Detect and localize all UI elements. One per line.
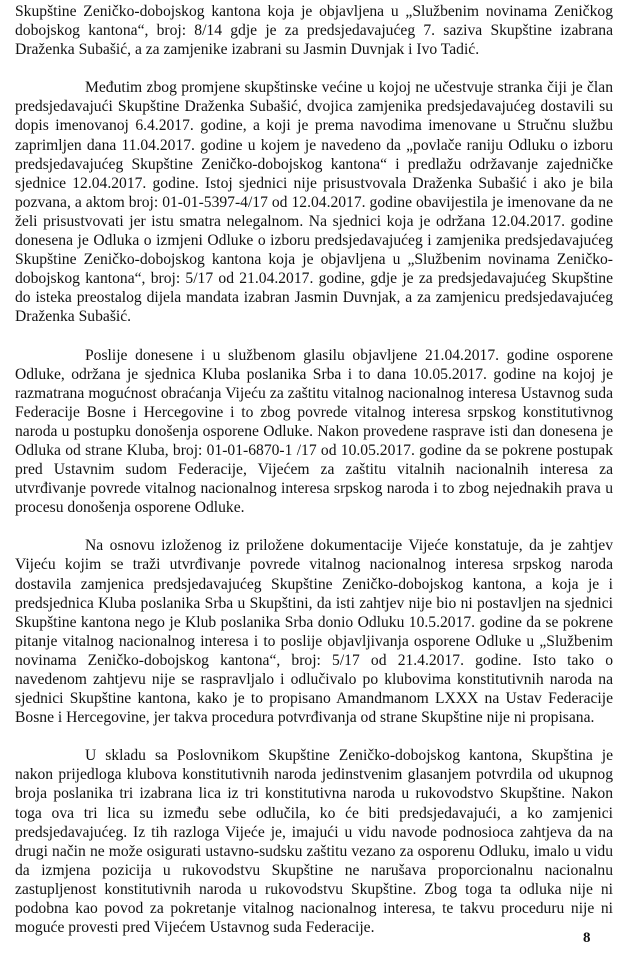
- paragraph: U skladu sa Poslovnikom Skupštine Zeničko-dobojskog kantona, Skupština je nakon prijedloga klubova konstitutivnih naroda jedinstvenim glasanjem potvrdila od ukupnog broja poslanika tri izabrana lica iz tri konstitutivna naroda u rukovodstvo Skupštine. Nakon toga ova tri lica su između sebe odlučila, ko će biti predsjedavajući, a ko zamjenici predsjedavajućeg. Iz tih razloga Vijeće je, imajući u vidu navode podnosioca zahtjeva da na drugi način ne može osigurati ustavno-sudsku zaštitu vezano za osporenu Odluku, imalo u vidu da izmjena pozicija u rukovodstvu Skupštine ne narušava proporcionalnu nacionalnu zastupljenost konstitutivnih naroda u rukovodstvu Skupštine. Zbog toga ta odluka nije ni podobna kao povod za pokretanje vitalnog nacionalnog interesa, te takvu proceduru nije ni moguće provesti pred Vijećem Ustavnog suda Federacije.: [15, 747, 613, 937]
- paragraph-gap: [15, 727, 613, 746]
- document-body: [15, 2, 613, 937]
- paragraph: Međutim zbog promjene skupštinske većine u kojoj ne učestvuje stranka čiji je član predsjedavajući Skupštine Draženka Subašić, dvojica zamjenika predsjedavajućeg dostavili su dopis imenovanoj 6.4.2017. godine, a koji je prema navodima imenovane u Stručnu službu zaprimljen dana 11.04.2017. godine u kojem je navedeno da „povlače raniju Odluku o izboru predsjedavajućeg Skupštine Zeničko-dobojskog kantona“ i predlažu održavanje zajedničke sjednice 12.04.2017. godine. Istoj sjednici nije prisustvovala Draženka Subašić i ako je bila pozvana, a aktom broj: 01-01-5397-4/17 od 12.04.2017. godine obavijestila je imenovane da ne želi prisustvovati jer istu smatra nelegalnom. Na sjednici koja je održana 12.04.2017. godine donesena je Odluka o izmjeni Odluke o izboru predsjedavajućeg i zamjenika predsjedavajućeg Skupštine Zeničko-dobojskog kantona koja je objavljena u „Službenim novinama Zeničko-dobojskog kantona“, broj: 5/17 od 21.04.2017. godine, gdje je za predsjedavajućeg Skupštine do isteka preostalog dijela mandata izabran Jasmin Duvnjak, a za zamjenicu predsjedavajućeg Draženka Subašić.: [15, 79, 613, 326]
- paragraph: Poslije donesene i u službenom glasilu objavljene 21.04.2017. godine osporene Odluke, održana je sjednica Kluba poslanika Srba i to dana 10.05.2017. godine na kojoj je razmatrana mogućnost obraćanja Vijeću za zaštitu vitalnog nacionalnog interesa Ustavnog suda Federacije Bosne i Hercegovine i to zbog povrede vitalnog interesa srpskog konstitutivnog naroda u postupku donošenja osporene Odluke. Nakon provedene rasprave isti dan donesena je Odluka od strane Kluba, broj: 01-01-6870-1 /17 od 10.05.2017. godine da se pokrene postupak pred Ustavnim sudom Federacije, Vijećem za zaštitu vitalnih nacionalnih interesa za utvrđivanje povrede vitalnog nacionalnog interesa srpskog naroda i to zbog nejednakih prava u procesu donošenja osporene Odluke.: [15, 346, 613, 517]
- paragraph-gap: [15, 327, 613, 346]
- page-number: 8: [583, 930, 591, 946]
- paragraph-gap: [15, 59, 613, 78]
- paragraph-continued: Skupštine Zeničko-dobojskog kantona koja je objavljena u „Službenim novinama Zeničkog dobojskog kantona“, broj: 8/14 gdje je za predsjedavajućeg 7. saziva Skupštine izabrana Draženka Subašić, a za zamjenike izabrani su Jasmin Duvnjak i Ivo Tadić.: [15, 3, 613, 59]
- paragraph: Na osnovu izloženog iz priložene dokumentacije Vijeće konstatuje, da je zahtjev Vijeću kojim se traži utvrđivanje povrede vitalnog nacionalnog interesa srpskog naroda dostavila zamjenica predsjedavajućeg Skupštine Zeničko-dobojskog kantona, a koja je i predsjednica Kluba poslanika Srba u Skupštini, da isti zahtjev nije bio ni postavljen na sjednici Skupštine kantona nego je Klub poslanika Srba donio Odluku 10.5.2017. godine da se pokrene pitanje vitalnog nacionalnog interesa i to poslije objavljivanja osporene Odluke u „Službenim novinama Zeničko-dobojskog kantona“, broj: 5/17 od 21.4.2017. godine. Isto tako o navedenom zahtjevu nije se raspravljalo i odlučivalo po klubovima konstitutivnih naroda na sjednici Skupštine kantona, kako je to propisano Amandmanom LXXX na Ustav Federacije Bosne i Hercegovine, jer takva procedura potvrđivanja od strane Skupštine nije ni propisana.: [15, 537, 613, 727]
- paragraph-gap: [15, 517, 613, 536]
